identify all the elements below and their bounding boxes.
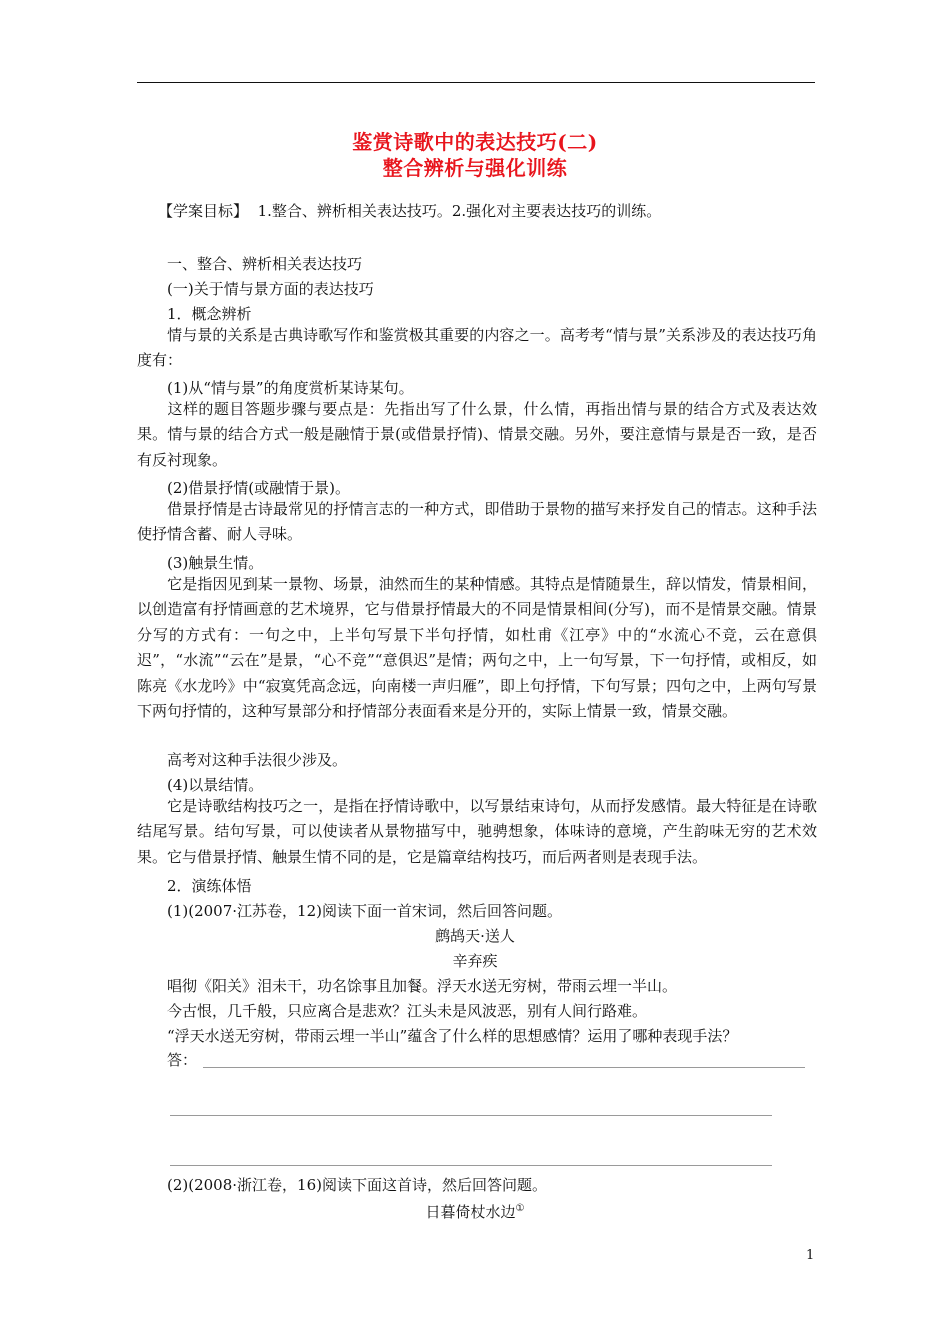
poem-title: 鹧鸪天·送人 — [435, 927, 515, 945]
point-heading: (3)触景生情。 — [167, 554, 264, 572]
learning-goal — [158, 201, 661, 221]
subsection-heading: (一)关于情与景方面的表达技巧 — [167, 280, 374, 298]
intro-paragraph: 情与景的关系是古典诗歌写作和鉴赏极其重要的内容之一。高考考“情与景”关系涉及的表达技巧角度有： — [137, 326, 817, 370]
document-title: 鉴赏诗歌中的表达技巧(二) — [352, 130, 598, 154]
exercise-heading: (1)(2007·江苏卷，12)阅读下面一首宋词，然后回答问题。 — [167, 902, 562, 920]
exercise-question: “浮天水送无穷树，带雨云埋一半山”蕴含了什么样的思想感情？运用了哪种表现手法？ — [167, 1027, 738, 1045]
paragraph: 这样的题目答题步骤与要点是：先指出写了什么景，什么情，再指出情与景的结合方式及表达效果。情与景的结合方式一般是融情于景(或借景抒情)、情景交融。另外，要注意情与景是否一致，是否有反衬现象。 — [137, 400, 817, 469]
poem-title: 日暮倚杖水边① — [425, 1203, 525, 1221]
paragraph: 高考对这种手法很少涉及。 — [167, 751, 348, 769]
paragraph: 借景抒情是古诗最常见的抒情言志的一种方式，即借助于景物的描写来抒发自己的情志。这种手法使抒情含蓄、耐人寻味。 — [137, 500, 817, 544]
poem-line: 唱彻《阳关》泪未干，功名馀事且加餐。浮天水送无穷树，带雨云埋一半山。 — [167, 977, 678, 995]
paragraph: 它是指因见到某一景物、场景，油然而生的某种情感。其特点是情随景生，辞以情发，情景相间，以创造富有抒情画意的艺术境界，它与借景抒情最大的不同是情景相间(分写)，而不是情景交融。情景分写的方式有：一句之中，上半句写景下半句抒情，如杜甫《江亭》中的“水流心不竞，云在意俱迟”，“水流”“云在”是景，“心不竞”“意俱迟”是情；两句之中，上一句写景，下一句抒情，或相反，如陈亮《水龙吟》中“寂寞凭高念远，向南楼一声归雁”，即上句抒情，下句写景；四句之中，上两句写景下两句抒情的，这种写景部分和抒情部分表面看来是分开的，实际上情景一致，情景交融。 — [137, 575, 817, 721]
point-heading: (4)以景结情。 — [167, 776, 264, 794]
answer-label: 答： — [167, 1051, 198, 1069]
point-heading: (2)借景抒情(或融情于景)。 — [167, 479, 350, 497]
document-subtitle: 整合辨析与强化训练 — [382, 156, 568, 180]
answer-line[interactable] — [170, 1165, 772, 1166]
answer-line[interactable] — [170, 1115, 772, 1116]
item-heading: 2．演练体悟 — [167, 877, 252, 895]
poem-author: 辛弃疾 — [452, 952, 498, 970]
point-heading: (1)从“情与景”的角度赏析某诗某句。 — [167, 379, 414, 397]
item-heading: 1．概念辨析 — [167, 305, 252, 323]
footnote-marker: ① — [515, 1203, 525, 1214]
goal-label: 【学案目标】 — [158, 202, 249, 220]
answer-line[interactable] — [203, 1067, 805, 1068]
goal-text: 1.整合、辨析相关表达技巧。2.强化对主要表达技巧的训练。 — [257, 202, 662, 220]
poem-line: 今古恨，几千般，只应离合是悲欢？江头未是风波恶，别有人间行路难。 — [167, 1002, 648, 1020]
section-heading: 一、整合、辨析相关表达技巧 — [167, 255, 363, 273]
paragraph: 它是诗歌结构技巧之一，是指在抒情诗歌中，以写景结束诗句，从而抒发感情。最大特征是在诗歌结尾写景。结句写景，可以使读者从景物描写中，驰骋想象，体味诗的意境，产生韵味无穷的艺术效果。它与借景抒情、触景生情不同的是，它是篇章结构技巧，而后两者则是表现手法。 — [137, 797, 817, 866]
exercise-heading: (2)(2008·浙江卷，16)阅读下面这首诗，然后回答问题。 — [167, 1176, 547, 1194]
header-rule — [137, 82, 815, 83]
page-number: 1 — [806, 1248, 815, 1263]
